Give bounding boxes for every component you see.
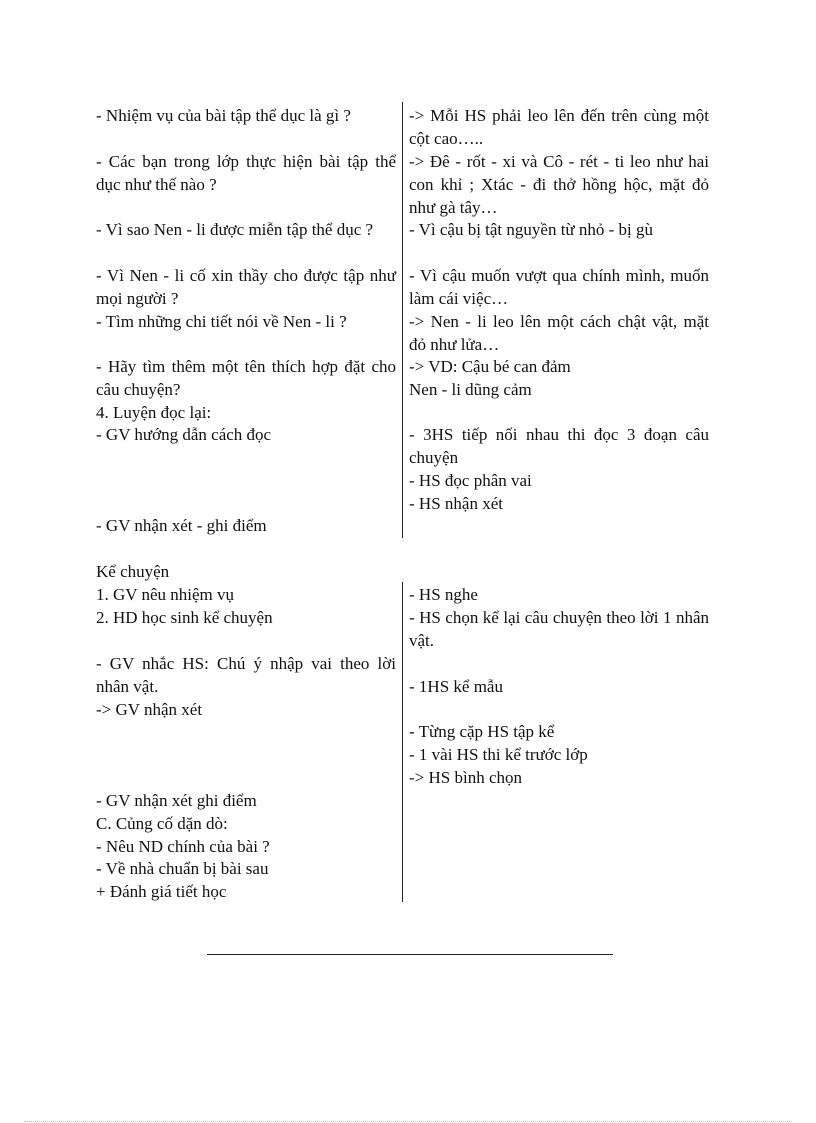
left-item: - GV nhắc HS: Chú ý nhập vai theo lời nhân vật. xyxy=(96,654,396,696)
left-item: 1. GV nêu nhiệm vụ xyxy=(96,585,235,604)
section-heading: 4. Luyện đọc lại: xyxy=(96,403,212,422)
left-item: - Về nhà chuẩn bị bài sau xyxy=(96,859,269,878)
right-item: - 1 vài HS thi kể trước lớp xyxy=(409,745,588,764)
page-bottom-border xyxy=(24,1121,792,1122)
left-item: + Đánh giá tiết học xyxy=(96,882,227,901)
column-divider-1 xyxy=(402,102,403,538)
right-item: -> Mỗi HS phải leo lên đến trên cùng một cột cao….. xyxy=(409,106,709,148)
right-item: - HS nghe xyxy=(409,585,478,604)
right-item: -> HS bình chọn xyxy=(409,768,522,787)
right-item: - HS chọn kể lại câu chuyện theo lời 1 nhân vật. xyxy=(409,608,709,650)
column-divider-2 xyxy=(402,582,403,902)
left-item: - Nêu ND chính của bài ? xyxy=(96,837,270,856)
right-item: - Vì cậu bị tật nguyền từ nhỏ - bị gù xyxy=(409,220,654,239)
right-item: Nen - li dũng cảm xyxy=(409,380,532,399)
left-item: - GV nhận xét - ghi điểm xyxy=(96,516,267,535)
right-item: - 3HS tiếp nối nhau thi đọc 3 đoạn câu chuyện xyxy=(409,425,709,467)
left-item: - Vì sao Nen - li được miễn tập thể dục ? xyxy=(96,220,374,239)
left-item: - GV nhận xét ghi điểm xyxy=(96,791,257,810)
footer-rule xyxy=(207,954,613,955)
left-item: -> GV nhận xét xyxy=(96,700,203,719)
right-item: - Từng cặp HS tập kể xyxy=(409,722,555,741)
right-item: - HS đọc phân vai xyxy=(409,471,532,490)
left-item: - Vì Nen - li cố xin thầy cho được tập như mọi người ? xyxy=(96,266,396,308)
right-item: - Vì cậu muốn vượt qua chính mình, muốn làm cái việc… xyxy=(409,266,709,308)
right-item: - 1HS kể mẫu xyxy=(409,677,503,696)
left-item: - Hãy tìm thêm một tên thích hợp đặt cho câu chuyện? xyxy=(96,357,396,399)
section-heading: C. Củng cố dặn dò: xyxy=(96,814,228,833)
left-item: - Các bạn trong lớp thực hiện bài tập thể dục như thế nào ? xyxy=(96,152,396,194)
left-item: - Nhiệm vụ của bài tập thể dục là gì ? xyxy=(96,106,351,125)
left-item: 2. HD học sinh kể chuyện xyxy=(96,608,273,627)
right-item: -> Đê - rốt - xi và Cô - rét - ti leo như hai con khỉ ; Xtác - đi thở hồng hộc, mặt đỏ như gà tây… xyxy=(409,152,709,217)
story-heading: Kể chuyện xyxy=(96,562,170,581)
left-item: - GV hướng dẫn cách đọc xyxy=(96,425,272,444)
right-item: - HS nhận xét xyxy=(409,494,503,513)
right-item: -> Nen - li leo lên một cách chật vật, mặt đỏ như lửa… xyxy=(409,312,709,354)
right-item: -> VD: Cậu bé can đảm xyxy=(409,357,571,376)
left-item: - Tìm những chi tiết nói về Nen - li ? xyxy=(96,312,347,331)
